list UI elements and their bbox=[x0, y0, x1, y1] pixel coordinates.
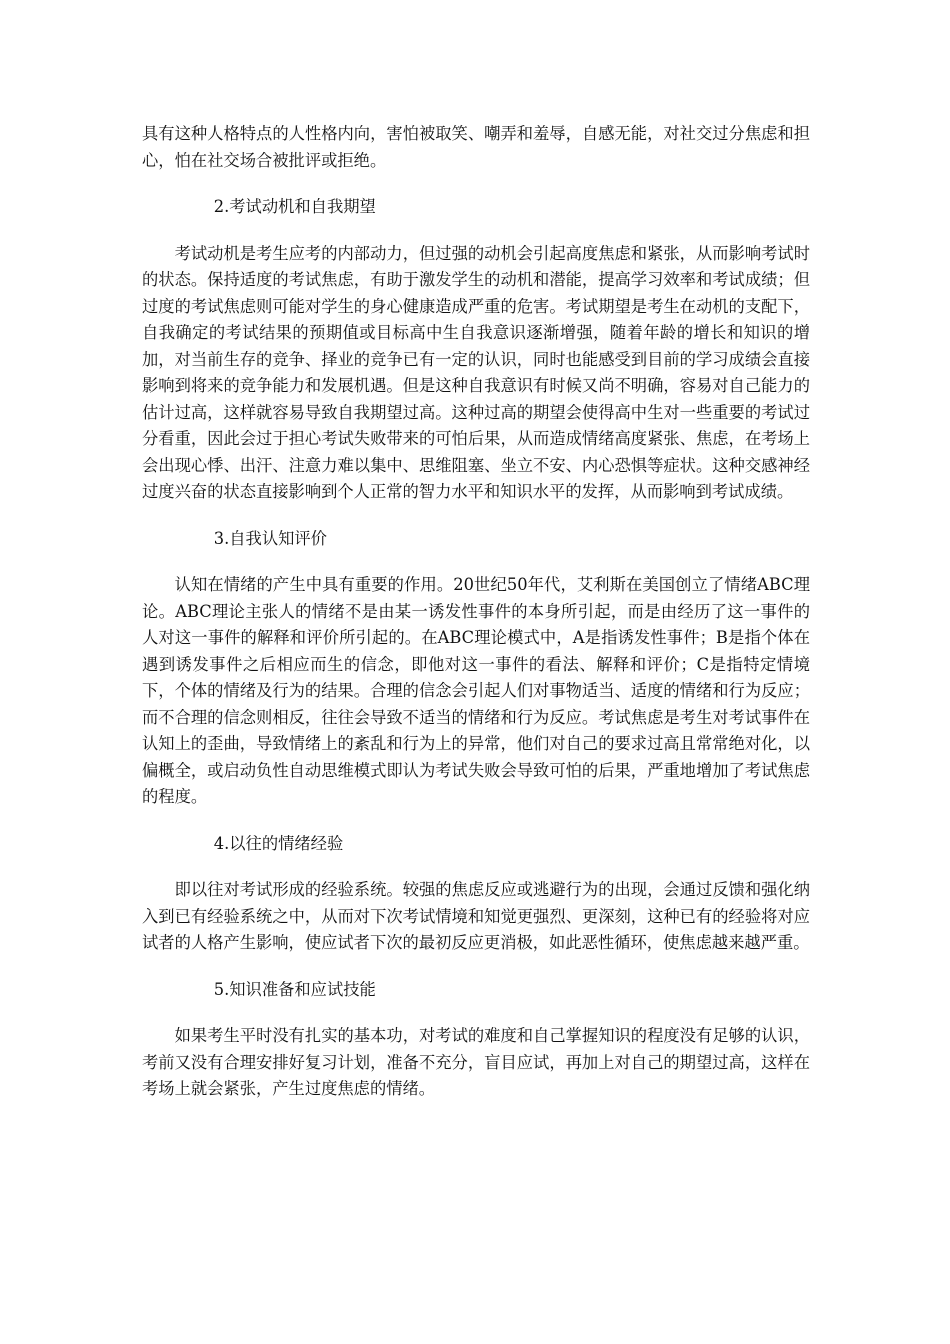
paragraph-exam-motivation: 考试动机是考生应考的内部动力，但过强的动机会引起高度焦虑和紧张，从而影响考试时的状态。保持适度的考试焦虑，有助于激发学生的动机和潜能，提高学习效率和考试成绩；但过度的考试焦虑则可能对学生的身心健康造成严重的危害。考试期望是考生在动机的支配下，自我确定的考试结果的预期值或目标高中生自我意识逐渐增强，随着年龄的增长和知识的增加，对当前生存的竞争、择业的竞争已有一定的认识，同时也能感受到目前的学习成绩会直接影响到将来的竞争能力和发展机遇。但是这种自我意识有时候又尚不明确，容易对自己能力的估计过高，这样就容易导致自我期望过高。这种过高的期望会使得高中生对一些重要的考试过分看重，因此会过于担心考试失败带来的可怕后果，从而造成情绪高度紧张、焦虑，在考场上会出现心悸、出汗、注意力难以集中、思维阻塞、坐立不安、内心恐惧等症状。这种交感神经过度兴奋的状态直接影响到个人正常的智力水平和知识水平的发挥，从而影响到考试成绩。 bbox=[142, 243, 810, 501]
paragraph-past-experience: 即以往对考试形成的经验系统。较强的焦虑反应或逃避行为的出现，会通过反馈和强化纳入到已有经验系统之中，从而对下次考试情境和知觉更强烈、更深刻，这种已有的经验将对应试者的人格产生影响，使应试者下次的最初反应更消极，如此恶性循环，使焦虑越来越严重。 bbox=[142, 880, 810, 952]
paragraph-self-cognition: 认知在情绪的产生中具有重要的作用。20世纪50年代，艾利斯在美国创立了情绪ABC理论。ABC理论主张人的情绪不是由某一诱发性事件的本身所引起，而是由经历了这一事件的人对这一事件的解释和评价所引起的。在ABC理论模式中，A是指诱发性事件；B是指个体在遇到诱发事件之后相应而生的信念，即他对这一事件的看法、解释和评价；C是指特定情境下，个体的情绪及行为的结果。合理的信念会引起人们对事物适当、适度的情绪和行为反应；而不合理的信念则相反，往往会导致不适当的情绪和行为反应。考试焦虑是考生对考试事件在认知上的歪曲，导致情绪上的紊乱和行为上的异常，他们对自己的要求过高且常常绝对化，以偏概全，或启动负性自动思维模式即认为考试失败会导致可怕的后果，严重地增加了考试焦虑的程度。 bbox=[142, 575, 810, 806]
paragraph-personality-continuation: 具有这种人格特点的人性格内向，害怕被取笑、嘲弄和羞辱，自感无能，对社交过分焦虑和担心，怕在社交场合被批评或拒绝。 bbox=[142, 124, 810, 170]
section-heading-past-experience: 4.以往的情绪经验 bbox=[213, 833, 344, 853]
section-heading-knowledge-preparation: 5.知识准备和应试技能 bbox=[213, 979, 376, 999]
document-body bbox=[142, 121, 810, 1103]
section-heading-self-cognition: 3.自我认知评价 bbox=[213, 528, 327, 548]
section-heading-exam-motivation: 2.考试动机和自我期望 bbox=[213, 197, 376, 216]
paragraph-knowledge-preparation: 如果考生平时没有扎实的基本功，对考试的难度和自己掌握知识的程度没有足够的认识，考前又没有合理安排好复习计划，准备不充分，盲目应试，再加上对自己的期望过高，这样在考场上就会紧张，产生过度焦虑的情绪。 bbox=[142, 1026, 810, 1098]
